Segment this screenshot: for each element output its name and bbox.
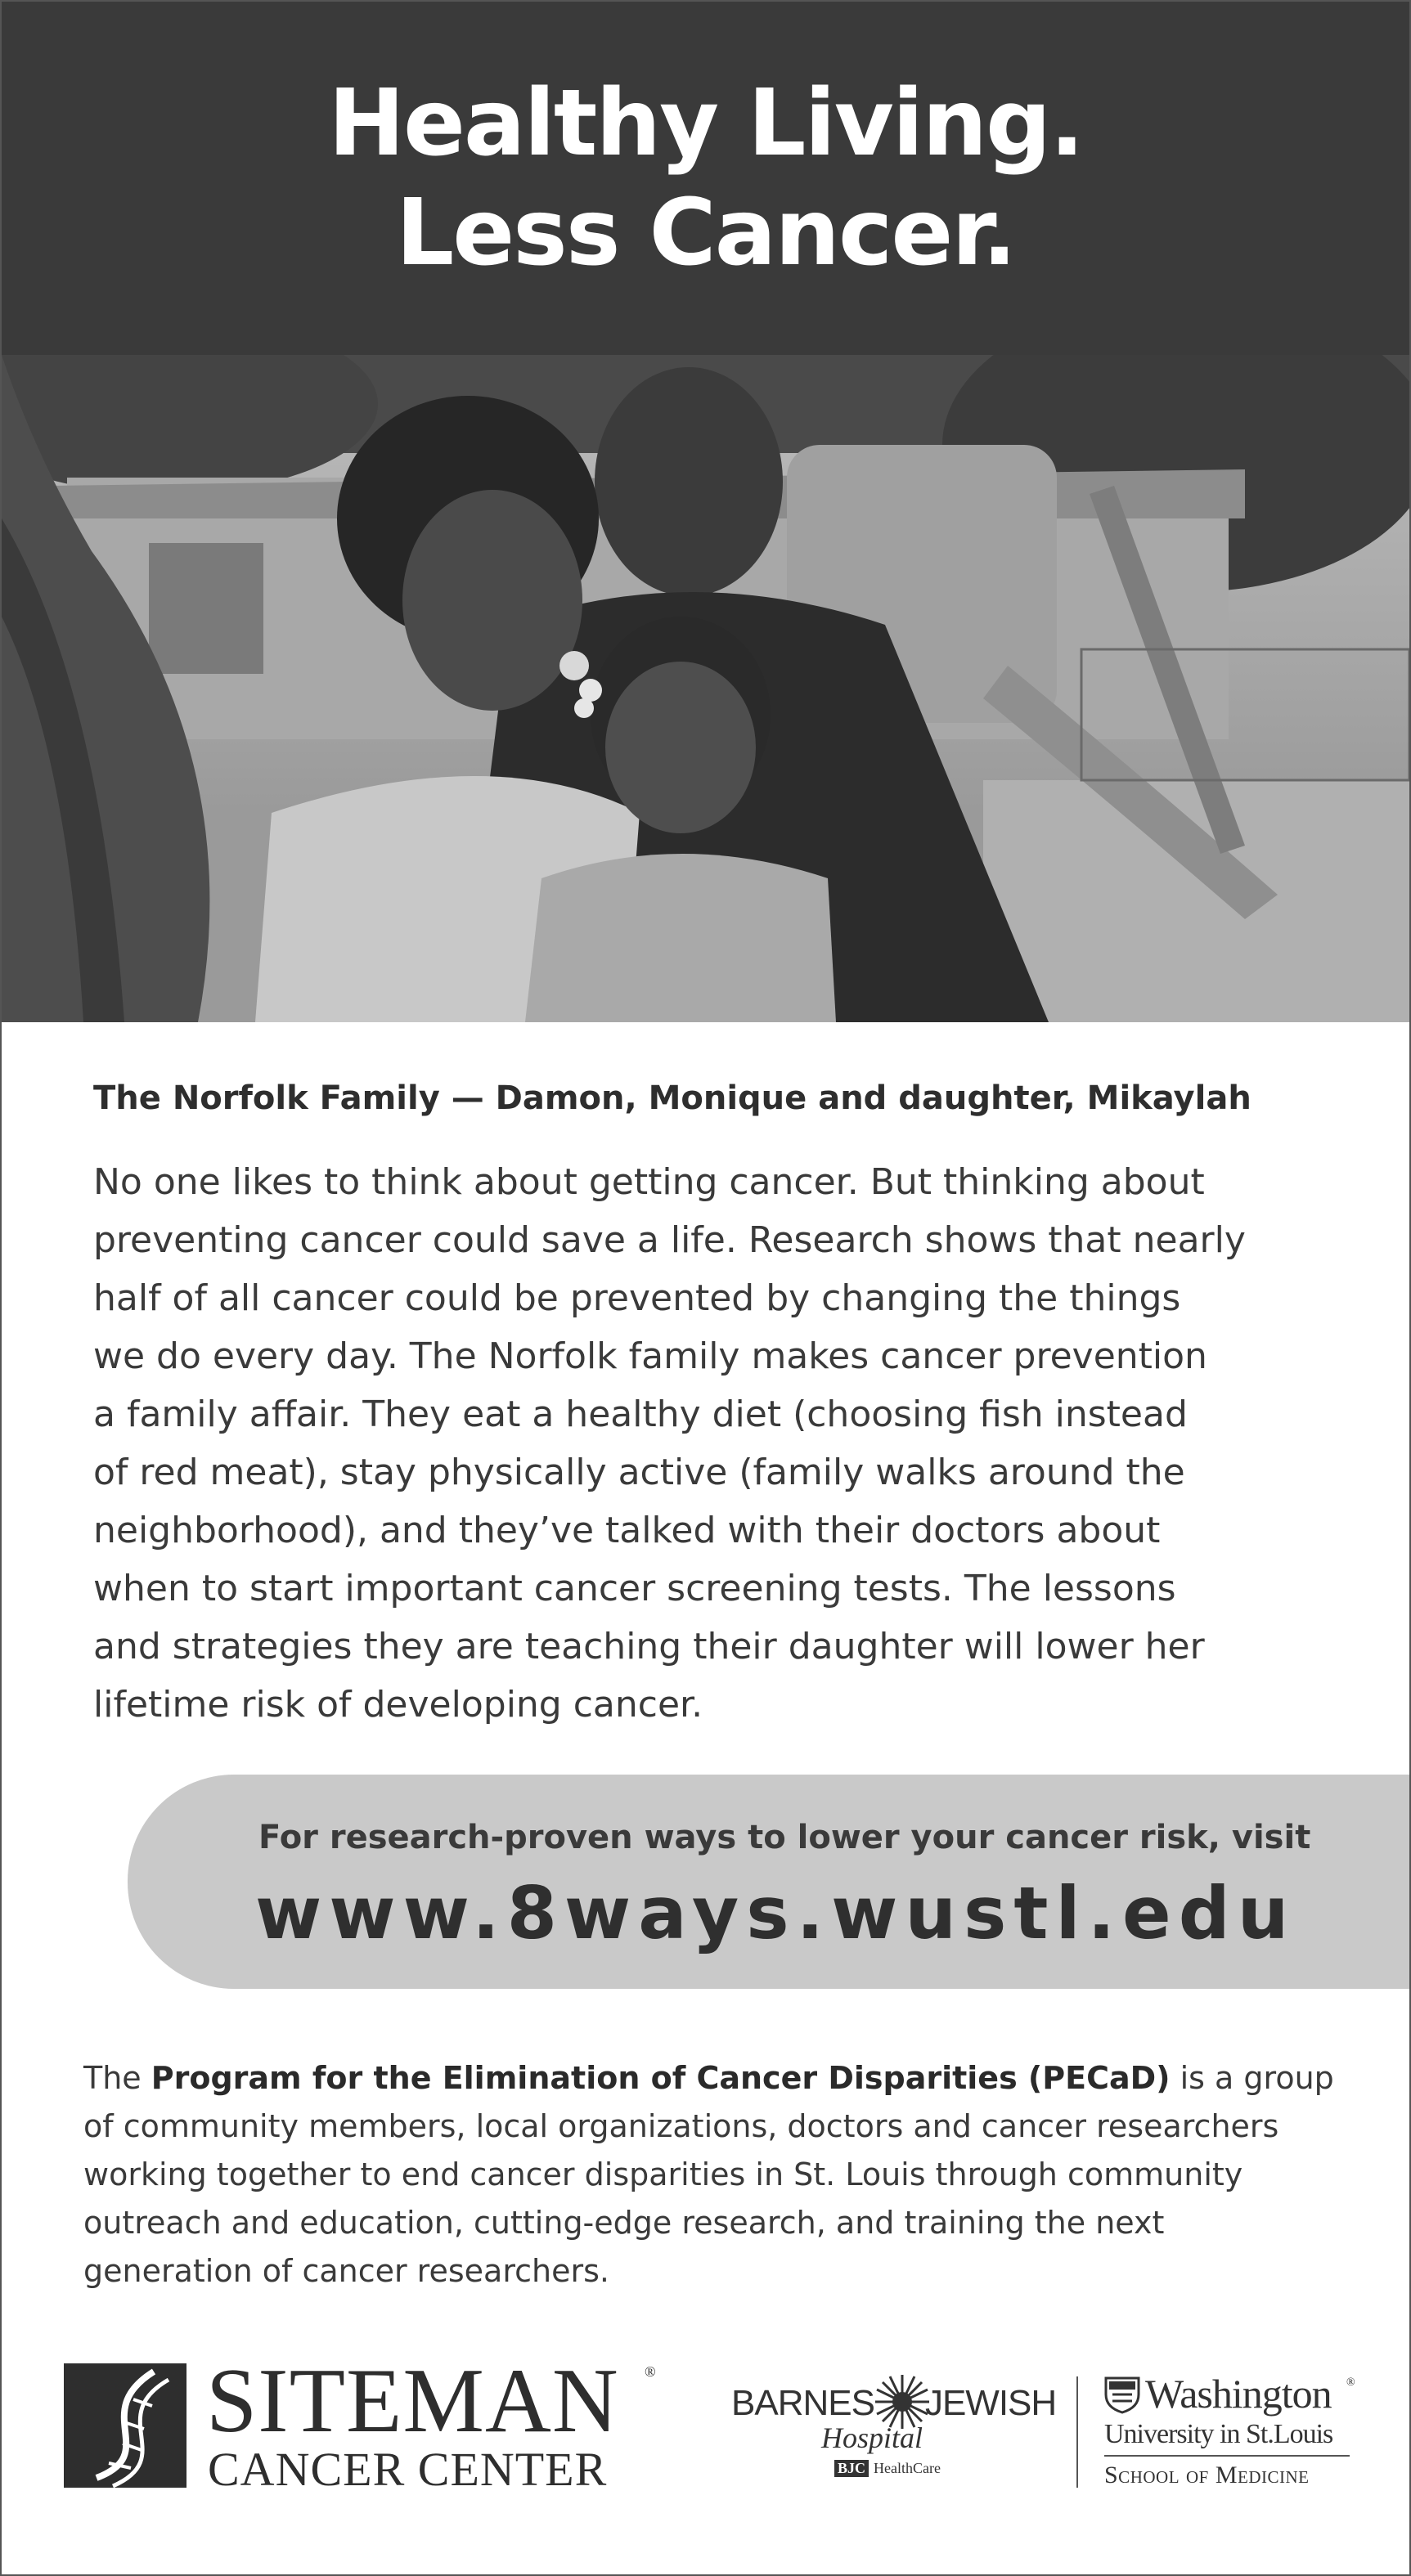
photo-caption: The Norfolk Family — Damon, Monique and daughter, Mikaylah — [93, 1079, 1251, 1117]
wu-logo-school: School of Medicine — [1104, 2462, 1310, 2488]
bjh-healthcare-text: HealthCare — [874, 2460, 941, 2476]
body-paragraph — [93, 1153, 1337, 1734]
shield-icon — [1103, 2375, 1142, 2414]
program-line-1 — [83, 2054, 1359, 2103]
bjh-name-right: JEWISH — [924, 2383, 1057, 2423]
bjh-name-left: BARNES — [731, 2383, 874, 2423]
body-line: when to start important cancer screening tests. The lessons — [93, 1568, 1176, 1609]
program-line: of community members, local organizations, doctors and cancer researchers — [83, 2108, 1279, 2144]
program-rest: is a group — [1170, 2060, 1334, 2096]
cta-banner — [128, 1775, 1409, 1989]
siteman-registered-mark: ® — [645, 2363, 656, 2380]
bjh-logo-hospital: Hospital — [821, 2421, 923, 2454]
program-paragraph — [83, 2054, 1359, 2296]
program-name: Program for the Elimination of Cancer Disparities (PECaD) — [151, 2060, 1171, 2096]
body-line: preventing cancer could save a life. Research shows that nearly — [93, 1219, 1246, 1261]
body-line: lifetime risk of developing cancer. — [93, 1684, 703, 1726]
body-line: No one likes to think about getting cancer. But thinking about — [93, 1161, 1205, 1203]
wu-registered-mark: ® — [1346, 2376, 1355, 2389]
logo-divider — [1076, 2376, 1078, 2488]
wu-logo-name: Washington — [1145, 2371, 1332, 2417]
body-line: a family affair. They eat a healthy diet (choosing fish instead — [93, 1393, 1188, 1435]
program-the: The — [83, 2060, 151, 2096]
program-line: working together to end cancer disparities in St. Louis through community — [83, 2156, 1243, 2192]
siteman-logo-subtitle: CANCER CENTER — [208, 2443, 608, 2496]
body-line: of red meat), stay physically active (family walks around the — [93, 1452, 1185, 1493]
headline-line-2: Less Cancer. — [395, 180, 1016, 286]
cta-lead-text: For research-proven ways to lower your cancer risk, visit — [258, 1819, 1311, 1856]
family-photo — [2, 355, 1409, 1022]
body-line: half of all cancer could be prevented by changing the things — [93, 1277, 1181, 1319]
bjc-badge: BJC — [834, 2460, 869, 2477]
wu-logo-subtitle: University in St.Louis — [1104, 2419, 1333, 2449]
body-line: neighborhood), and they’ve talked with their doctors about — [93, 1510, 1161, 1551]
siteman-logo-name: SITEMAN — [206, 2350, 619, 2452]
body-line: we do every day. The Norfolk family makes cancer prevention — [93, 1335, 1207, 1377]
body-line: and strategies they are teaching their daughter will lower her — [93, 1626, 1205, 1667]
sponsor-logos — [2, 2340, 1409, 2504]
program-line: generation of cancer researchers. — [83, 2253, 609, 2289]
program-line: outreach and education, cutting-edge research, and training the next — [83, 2205, 1165, 2241]
header-banner — [2, 2, 1409, 355]
headline-line-1: Healthy Living. — [328, 70, 1083, 177]
family-photo-illustration — [2, 355, 1409, 1022]
cta-url-link[interactable]: www.8ways.wustl.edu — [255, 1871, 1296, 1955]
bjh-healthcare-mark — [834, 2460, 941, 2477]
wu-logo-rule — [1104, 2455, 1350, 2457]
dna-helix-icon — [64, 2363, 186, 2488]
